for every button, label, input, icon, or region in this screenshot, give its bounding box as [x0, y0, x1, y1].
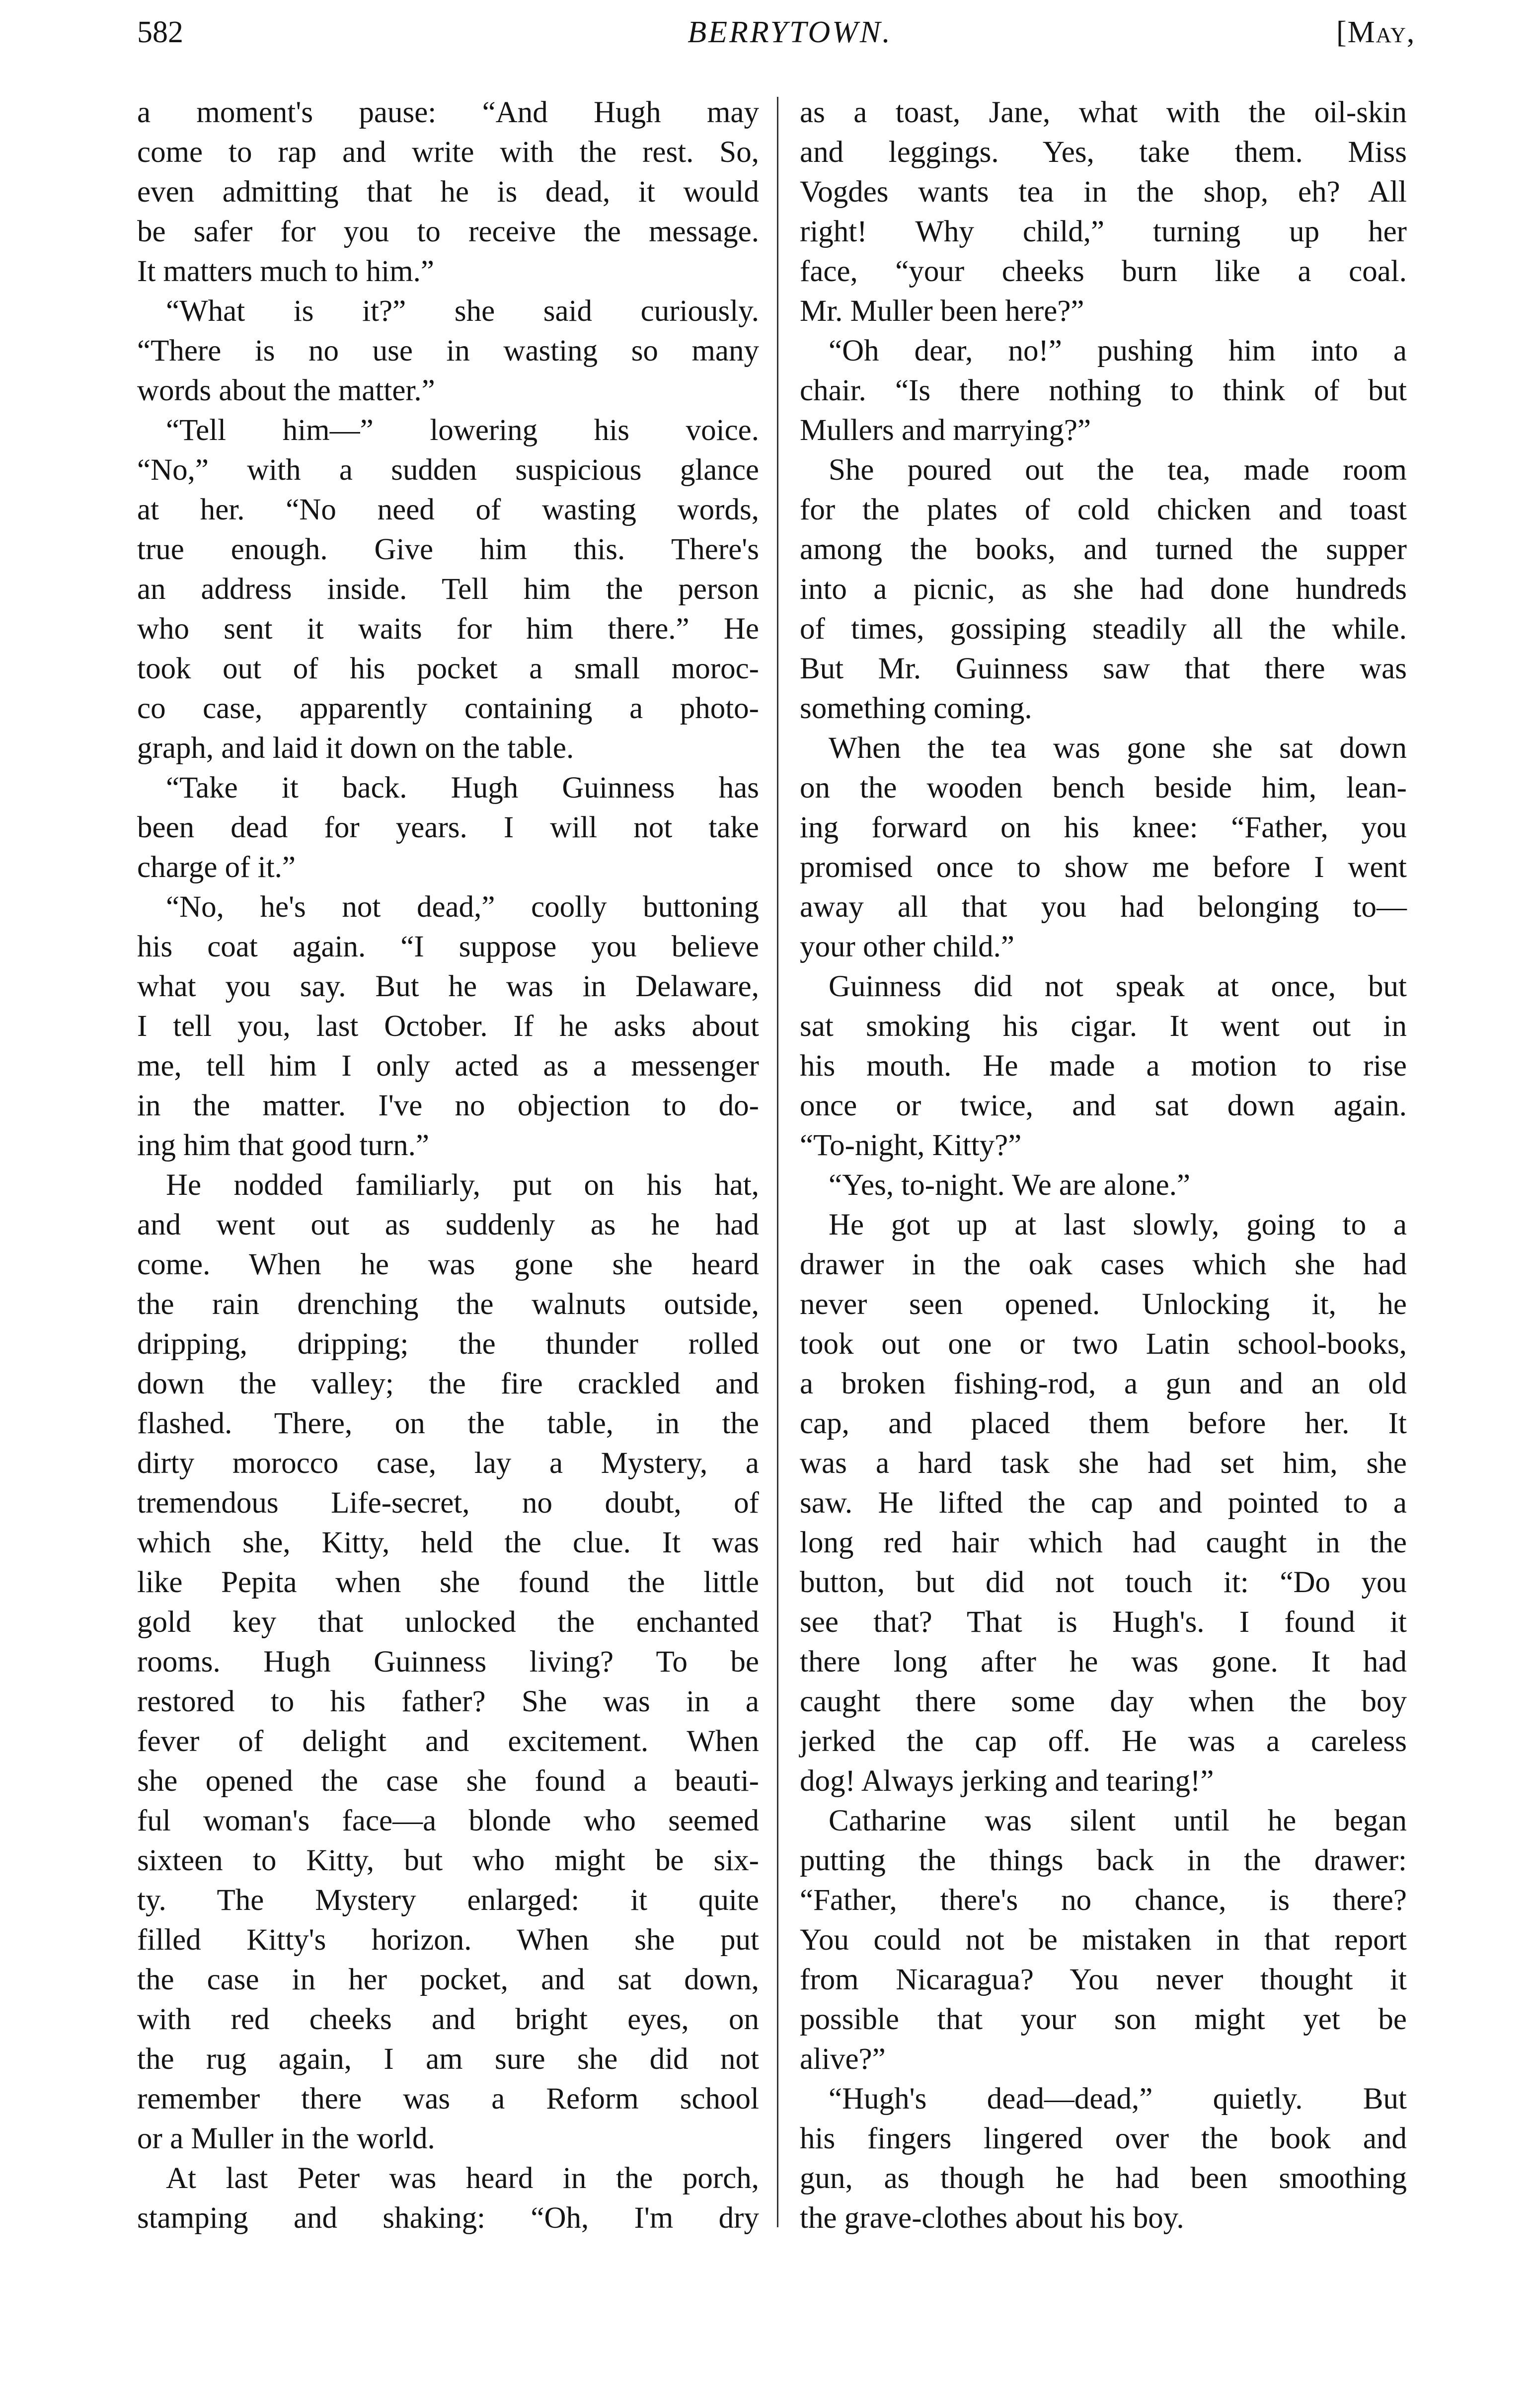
text-line: see that? That is Hugh's. I found it: [800, 1605, 1407, 1639]
left-column: [137, 93, 759, 2238]
text-line: At last Peter was heard in the porch,: [166, 2162, 759, 2195]
text-line: took out one or two Latin school-books,: [800, 1327, 1407, 1361]
text-line: on the wooden bench beside him, lean-: [800, 771, 1407, 804]
paragraph: [800, 450, 1407, 729]
text-line: rooms. Hugh Guinness living? To be: [137, 1645, 759, 1678]
text-line: graph, and laid it down on the table.: [137, 731, 574, 765]
text-line: Vogdes wants tea in the shop, eh? All: [800, 175, 1407, 209]
text-line: He nodded familiarly, put on his hat,: [166, 1168, 759, 1202]
paragraph: [800, 331, 1407, 450]
text-line: “No,” with a sudden suspicious glance: [137, 453, 759, 487]
text-line: never seen opened. Unlocking it, he: [800, 1288, 1407, 1321]
column-divider: [777, 97, 778, 2227]
text-line: She poured out the tea, made room: [829, 453, 1407, 487]
text-line: Mr. Muller been here?”: [800, 294, 1084, 328]
text-line: been dead for years. I will not take: [137, 811, 759, 844]
text-line: come. When he was gone she heard: [137, 1248, 759, 1281]
text-line: of times, gossiping steadily all the while.: [800, 612, 1407, 646]
paragraph: [800, 1166, 1407, 1205]
text-line: When the tea was gone she sat down: [829, 731, 1407, 765]
text-line: remember there was a Reform school: [137, 2082, 759, 2116]
text-line: right! Why child,” turning up her: [800, 215, 1407, 248]
paragraph: [800, 1801, 1407, 2079]
paragraph: [137, 1166, 759, 2159]
text-line: gold key that unlocked the enchanted: [137, 1605, 759, 1639]
text-line: “Father, there's no chance, is there?: [800, 1884, 1407, 1917]
text-line: possible that your son might yet be: [800, 2003, 1407, 2036]
text-line: I tell you, last October. If he asks about: [137, 1010, 759, 1043]
text-line: charge of it.”: [137, 851, 296, 884]
text-line: long red hair which had caught in the: [800, 1526, 1407, 1559]
text-line: words about the matter.”: [137, 374, 435, 407]
paragraph: [800, 1205, 1407, 1801]
text-line: his mouth. He made a motion to rise: [800, 1049, 1407, 1083]
text-line: “What is it?” she said curiously.: [166, 294, 759, 328]
text-line: fever of delight and excitement. When: [137, 1725, 759, 1758]
text-line: for the plates of cold chicken and toast: [800, 493, 1407, 526]
text-line: ty. The Mystery enlarged: it quite: [137, 1884, 759, 1917]
text-line: into a picnic, as she had done hundreds: [800, 573, 1407, 606]
right-column: [800, 93, 1407, 2238]
text-line: as a toast, Jane, what with the oil-skin: [800, 96, 1407, 129]
text-line: the grave-clothes about his boy.: [800, 2201, 1184, 2235]
text-line: be safer for you to receive the message.: [137, 215, 759, 248]
text-line: she opened the case she found a beauti-: [137, 1764, 759, 1798]
text-line: with red cheeks and bright eyes, on: [137, 2003, 759, 2036]
text-line: your other child.”: [800, 930, 1014, 963]
text-line: caught there some day when the boy: [800, 1685, 1407, 1718]
text-line: among the books, and turned the supper: [800, 533, 1407, 566]
text-line: a broken fishing-rod, a gun and an old: [800, 1367, 1407, 1400]
text-line: away all that you had belonging to—: [800, 890, 1407, 924]
text-line: sixteen to Kitty, but who might be six-: [137, 1844, 759, 1877]
text-line: sat smoking his cigar. It went out in: [800, 1010, 1407, 1043]
text-line: cap, and placed them before her. It: [800, 1407, 1407, 1440]
text-line: button, but did not touch it: “Do you: [800, 1566, 1407, 1599]
text-line: stamping and shaking: “Oh, I'm dry: [137, 2201, 759, 2235]
text-line: face, “your cheeks burn like a coal.: [800, 255, 1407, 288]
text-line: dog! Always jerking and tearing!”: [800, 1764, 1214, 1798]
text-line: ful woman's face—a blonde who seemed: [137, 1804, 759, 1837]
text-line: putting the things back in the drawer:: [800, 1844, 1407, 1877]
text-line: a moment's pause: “And Hugh may: [137, 96, 759, 129]
page-number: 582: [137, 15, 183, 49]
text-line: and leggings. Yes, take them. Miss: [800, 136, 1407, 169]
text-line: jerked the cap off. He was a careless: [800, 1725, 1407, 1758]
paragraph: [800, 93, 1407, 331]
text-line: “Yes, to-night. We are alone.”: [829, 1168, 1191, 1202]
text-line: in the matter. I've no objection to do-: [137, 1089, 759, 1122]
text-line: the rug again, I am sure she did not: [137, 2043, 759, 2076]
text-line: or a Muller in the world.: [137, 2122, 435, 2155]
text-line: Guinness did not speak at once, but: [829, 970, 1407, 1003]
text-line: chair. “Is there nothing to think of but: [800, 374, 1407, 407]
running-title: BERRYTOWN.: [688, 15, 892, 49]
text-line: You could not be mistaken in that report: [800, 1923, 1407, 1957]
text-line: something coming.: [800, 692, 1032, 725]
paragraph: [137, 768, 759, 887]
text-line: drawer in the oak cases which she had: [800, 1248, 1407, 1281]
text-line: the case in her pocket, and sat down,: [137, 1963, 759, 1996]
text-line: ing him that good turn.”: [137, 1129, 429, 1162]
text-line: there long after he was gone. It had: [800, 1645, 1407, 1678]
text-line: saw. He lifted the cap and pointed to a: [800, 1486, 1407, 1520]
text-line: It matters much to him.”: [137, 255, 434, 288]
text-line: promised once to show me before I went: [800, 851, 1407, 884]
text-line: the rain drenching the walnuts outside,: [137, 1288, 759, 1321]
text-line: “Take it back. Hugh Guinness has: [166, 771, 759, 804]
text-line: which she, Kitty, held the clue. It was: [137, 1526, 759, 1559]
text-line: He got up at last slowly, going to a: [829, 1208, 1407, 1241]
text-line: dirty morocco case, lay a Mystery, a: [137, 1447, 759, 1480]
paragraph: [137, 2159, 759, 2238]
text-line: was a hard task she had set him, she: [800, 1447, 1407, 1480]
paragraph: [137, 887, 759, 1166]
text-line: co case, apparently containing a photo-: [137, 692, 759, 725]
text-line: “Oh dear, no!” pushing him into a: [829, 334, 1407, 367]
text-line: took out of his pocket a small moroc-: [137, 652, 759, 685]
text-line: restored to his father? She was in a: [137, 1685, 759, 1718]
text-line: “Hugh's dead—dead,” quietly. But: [829, 2082, 1407, 2116]
paragraph: [800, 2079, 1407, 2238]
paragraph: [137, 93, 759, 292]
text-line: like Pepita when she found the little: [137, 1566, 759, 1599]
text-line: flashed. There, on the table, in the: [137, 1407, 759, 1440]
text-line: come to rap and write with the rest. So,: [137, 136, 759, 169]
text-line: tremendous Life-secret, no doubt, of: [137, 1486, 759, 1520]
text-line: gun, as though he had been smoothing: [800, 2162, 1407, 2195]
text-line: even admitting that he is dead, it would: [137, 175, 759, 209]
text-line: “Tell him—” lowering his voice.: [166, 414, 759, 447]
text-line: once or twice, and sat down again.: [800, 1089, 1407, 1122]
paragraph: [800, 729, 1407, 967]
text-line: But Mr. Guinness saw that there was: [800, 652, 1407, 685]
text-line: “There is no use in wasting so many: [137, 334, 759, 367]
text-line: filled Kitty's horizon. When she put: [137, 1923, 759, 1957]
text-line: “No, he's not dead,” coolly buttoning: [166, 890, 759, 924]
text-line: me, tell him I only acted as a messenger: [137, 1049, 759, 1083]
text-line: his coat again. “I suppose you believe: [137, 930, 759, 963]
text-line: what you say. But he was in Delaware,: [137, 970, 759, 1003]
text-line: Catharine was silent until he began: [829, 1804, 1407, 1837]
paragraph: [137, 292, 759, 411]
text-line: true enough. Give him this. There's: [137, 533, 759, 566]
text-line: his fingers lingered over the book and: [800, 2122, 1407, 2155]
text-line: at her. “No need of wasting words,: [137, 493, 759, 526]
text-line: “To-night, Kitty?”: [800, 1129, 1022, 1162]
text-line: down the valley; the fire crackled and: [137, 1367, 759, 1400]
text-line: who sent it waits for him there.” He: [137, 612, 759, 646]
text-line: an address inside. Tell him the person: [137, 573, 759, 606]
text-line: ing forward on his knee: “Father, you: [800, 811, 1407, 844]
month-mark: [May,: [1336, 15, 1416, 49]
text-line: alive?”: [800, 2043, 886, 2076]
text-line: Mullers and marrying?”: [800, 414, 1091, 447]
paragraph: [137, 411, 759, 768]
paragraph: [800, 967, 1407, 1166]
text-line: dripping, dripping; the thunder rolled: [137, 1327, 759, 1361]
text-line: and went out as suddenly as he had: [137, 1208, 759, 1241]
text-line: from Nicaragua? You never thought it: [800, 1963, 1407, 1996]
